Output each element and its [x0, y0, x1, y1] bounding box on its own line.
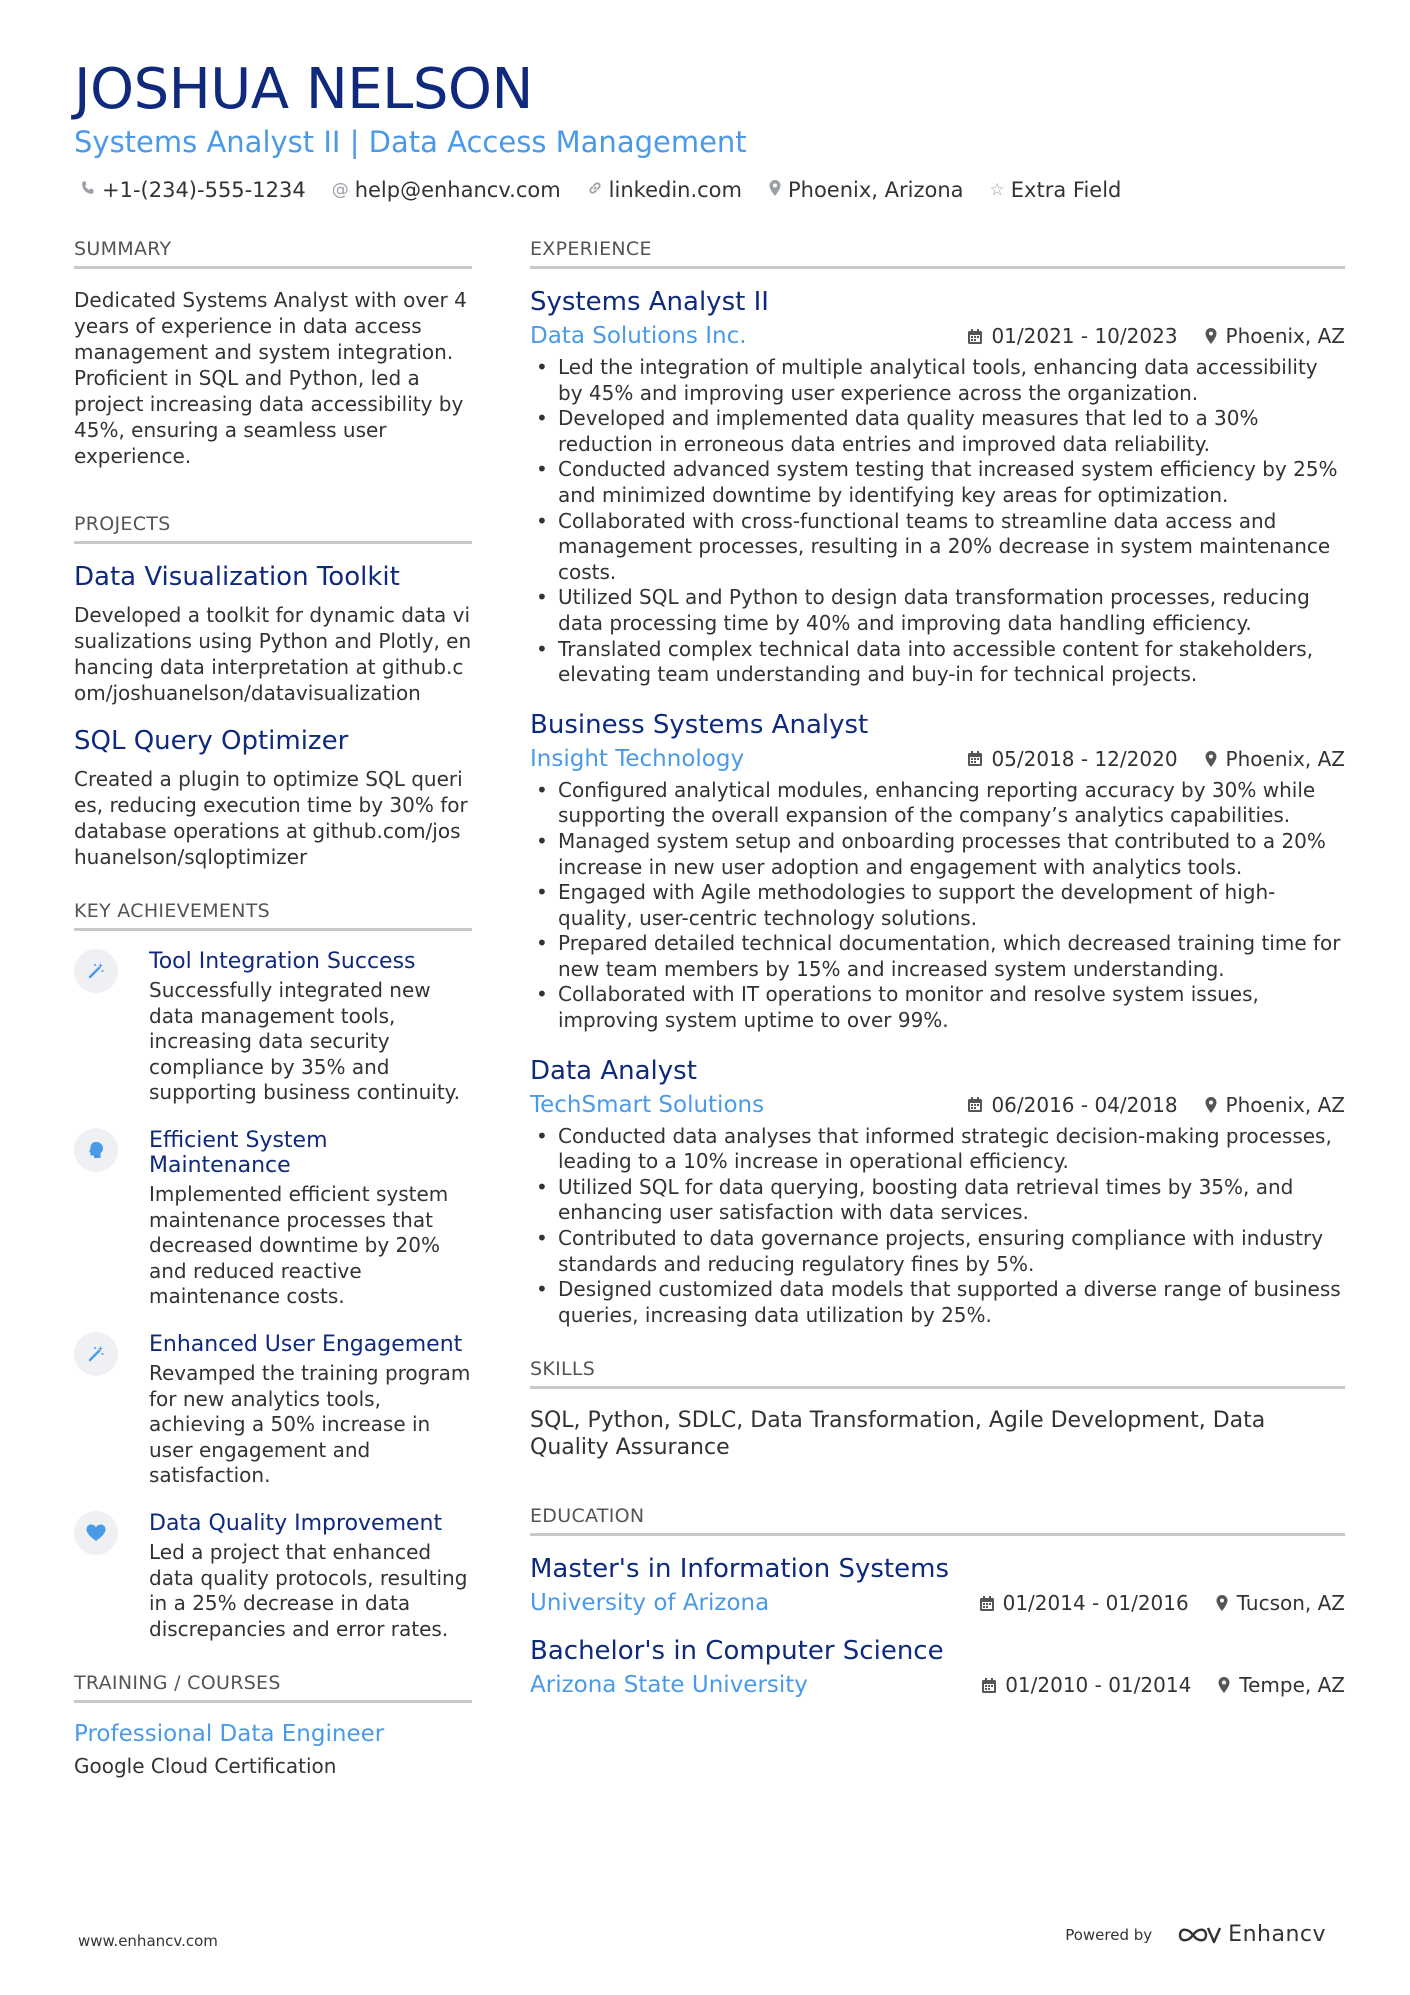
project-title: Data Visualization Toolkit [74, 562, 400, 592]
candidate-title: Systems Analyst II | Data Access Management [74, 125, 747, 159]
calendar-icon [981, 1677, 997, 1694]
footer-branding [1065, 1922, 1326, 1947]
achievement-title: Data Quality Improvement [149, 1510, 443, 1536]
brand-name: Enhancv [1228, 1922, 1326, 1947]
degree-title: Master's in Information Systems [530, 1554, 949, 1585]
section-heading: SKILLS [530, 1358, 1345, 1389]
training-section [74, 1672, 472, 1779]
footer-url[interactable]: www.enhancv.com [78, 1932, 218, 1950]
achievement-item [74, 1332, 472, 1489]
contact-extra [990, 178, 1122, 202]
linkedin-text: linkedin.com [608, 178, 742, 202]
job-dates: 01/2021 - 10/2023 [991, 324, 1178, 348]
job-title: Systems Analyst II [530, 287, 769, 317]
location-icon [1204, 750, 1218, 768]
left-column [74, 238, 472, 1779]
job-dates: 05/2018 - 12/2020 [991, 746, 1178, 771]
school-name: Arizona State University [530, 1672, 808, 1699]
achievement-item [74, 949, 472, 1106]
project-title: SQL Query Optimizer [74, 726, 349, 756]
bullet-item: • Collaborated with cross-functional teams to streamline data access and management processes, resulting in a 20% decrease in system maintenance costs. [530, 509, 1345, 586]
section-heading: EDUCATION [530, 1505, 1345, 1536]
job-title: Business Systems Analyst [530, 709, 869, 740]
contact-location [768, 178, 964, 202]
summary-text: Dedicated Systems Analyst with over 4 years of experience in data access management and system integration. Proficient in SQL and Python, led a project increasing data accessibility by 45%, ensuring a seamless user experience. [74, 288, 467, 468]
calendar-icon [967, 750, 983, 767]
experience-section [530, 238, 1345, 1328]
phone-text: +1-(234)-555-1234 [102, 178, 306, 202]
phone-icon [80, 180, 96, 201]
school-name: University of Arizona [530, 1590, 770, 1617]
job-location: Phoenix, AZ [1225, 324, 1345, 348]
head-icon [74, 1128, 118, 1172]
email-text: help@enhancv.com [354, 178, 561, 202]
bullet-item: • Translated complex technical data into accessible content for stakeholders, elevating team understanding and buy-in for technical projects. [530, 637, 1345, 688]
location-icon [1215, 1594, 1229, 1612]
powered-by-label: Powered by [1065, 1925, 1153, 1944]
achievement-title: Enhanced User Engagement [149, 1331, 463, 1357]
achievement-title: Efficient System Maintenance [149, 1127, 328, 1178]
education-location: Tempe, AZ [1239, 1673, 1345, 1698]
achievement-text: Implemented efficient system maintenance processes that decreased downtime by 20% and reduced reactive maintenance costs. [149, 1181, 449, 1309]
at-icon: @ [331, 180, 349, 200]
achievement-text: Led a project that enhanced data quality protocols, resulting in a 25% decrease in data discrepancies and error rates. [149, 1539, 468, 1641]
section-heading: PROJECTS [74, 513, 472, 544]
achievement-title: Tool Integration Success [149, 949, 416, 974]
job-entry [530, 710, 1345, 1034]
job-dates: 06/2016 - 04/2018 [991, 1092, 1178, 1117]
skills-section [530, 1358, 1345, 1461]
job-bullets [530, 778, 1345, 1034]
contact-phone[interactable] [80, 178, 306, 202]
job-meta [530, 746, 1345, 772]
summary-section [74, 238, 472, 469]
bullet-item: • Utilized SQL for data querying, boosting data retrieval times by 35%, and enhancing user satisfaction with data services. [530, 1175, 1345, 1226]
contact-bar [80, 178, 1147, 202]
bullet-item: • Contributed to data governance projects, ensuring compliance with industry standards and reducing regulatory fines by 5%. [530, 1226, 1345, 1277]
calendar-icon [967, 328, 983, 345]
education-dates: 01/2010 - 01/2014 [1005, 1673, 1192, 1698]
bullet-item: • Managed system setup and onboarding processes that contributed to a 20% increase in new user adoption and engagement with analytics tools. [530, 829, 1345, 880]
education-entry [530, 1554, 1345, 1616]
degree-title: Bachelor's in Computer Science [530, 1636, 944, 1667]
extra-text: Extra Field [1010, 178, 1122, 202]
achievement-item [74, 1128, 472, 1310]
bullet-item: • Configured analytical modules, enhancing reporting accuracy by 30% while supporting the overall expansion of the company’s analytics capabilities. [530, 778, 1345, 829]
bullet-item: • Designed customized data models that supported a diverse range of business queries, increasing data utilization by 25%. [530, 1277, 1345, 1328]
project-text: Created a plugin to optimize SQL queries, reducing execution time by 30% for database operations at github.com/joshuanelson/sqloptimizer [74, 767, 468, 869]
education-section [530, 1505, 1345, 1698]
bullet-item: • Developed and implemented data quality measures that led to a 30% reduction in erroneous data entries and improved data reliability. [530, 406, 1345, 457]
location-icon [1204, 1096, 1218, 1114]
education-dates: 01/2014 - 01/2016 [1002, 1591, 1189, 1616]
location-icon [768, 179, 782, 202]
company-name: Insight Technology [530, 745, 745, 772]
achievements-section [74, 900, 472, 1642]
project-item [74, 562, 472, 706]
bullet-item: • Utilized SQL and Python to design data transformation processes, reducing data processing time by 40% and improving data handling efficiency. [530, 585, 1345, 636]
right-column [530, 238, 1345, 1718]
achievement-text: Successfully integrated new data management tools, increasing data security compliance by 35% and supporting business continuity. [149, 978, 460, 1105]
job-location: Phoenix, AZ [1225, 1092, 1345, 1117]
magic-wand-icon [74, 1332, 118, 1376]
projects-section [74, 513, 472, 870]
bullet-item: • Led the integration of multiple analytical tools, enhancing data accessibility by 45% and improving user experience across the organization. [530, 355, 1345, 406]
job-bullets [530, 355, 1345, 688]
job-meta [530, 1092, 1345, 1118]
magic-wand-icon [74, 949, 118, 993]
project-item [74, 726, 472, 870]
contact-email[interactable] [332, 178, 561, 202]
candidate-name: JOSHUA NELSON [74, 57, 533, 122]
bullet-item: • Conducted advanced system testing that increased system efficiency by 25% and minimized downtime by identifying key areas for optimization. [530, 457, 1345, 508]
job-entry [530, 287, 1345, 688]
education-entry [530, 1636, 1345, 1698]
star-icon: ☆ [989, 180, 1005, 200]
heart-icon [74, 1511, 118, 1555]
project-text: Developed a toolkit for dynamic data visualizations using Python and Plotly, enhancing data interpretation at github.com/joshuanelson/datavisualization [74, 603, 472, 705]
course-text: Google Cloud Certification [74, 1754, 337, 1779]
company-name: TechSmart Solutions [530, 1091, 765, 1118]
location-icon [1204, 327, 1218, 345]
section-heading: TRAINING / COURSES [74, 1672, 472, 1703]
section-heading: KEY ACHIEVEMENTS [74, 900, 472, 931]
section-heading: SUMMARY [74, 238, 472, 269]
company-name: Data Solutions Inc. [530, 323, 747, 349]
bullet-item: • Engaged with Agile methodologies to support the development of high-quality, user-centric technology solutions. [530, 880, 1345, 931]
bullet-item: • Prepared detailed technical documentation, which decreased training time for new team members by 15% and increased system understanding. [530, 931, 1345, 982]
calendar-icon [967, 1096, 983, 1113]
job-meta [530, 323, 1345, 349]
section-heading: EXPERIENCE [530, 238, 1345, 269]
job-entry [530, 1056, 1345, 1329]
education-location: Tucson, AZ [1236, 1591, 1345, 1616]
achievement-item [74, 1511, 472, 1642]
job-title: Data Analyst [530, 1055, 697, 1086]
course-title: Professional Data Engineer [74, 1721, 385, 1748]
enhancv-logo-icon [1176, 1923, 1222, 1947]
skills-text: SQL, Python, SDLC, Data Transformation, Agile Development, Data Quality Assurance [530, 1408, 1266, 1461]
bullet-item: • Conducted data analyses that informed strategic decision-making processes, leading to a 10% increase in operational efficiency. [530, 1124, 1345, 1175]
location-text: Phoenix, Arizona [787, 178, 964, 202]
job-bullets [530, 1124, 1345, 1329]
link-icon [587, 180, 603, 201]
calendar-icon [979, 1595, 995, 1612]
contact-linkedin[interactable] [587, 178, 742, 202]
location-icon [1217, 1676, 1231, 1694]
job-location: Phoenix, AZ [1225, 746, 1345, 771]
achievement-text: Revamped the training program for new analytics tools, achieving a 50% increase in user engagement and satisfaction. [149, 1360, 471, 1488]
bullet-item: • Collaborated with IT operations to monitor and resolve system issues, improving system uptime to over 99%. [530, 982, 1345, 1033]
